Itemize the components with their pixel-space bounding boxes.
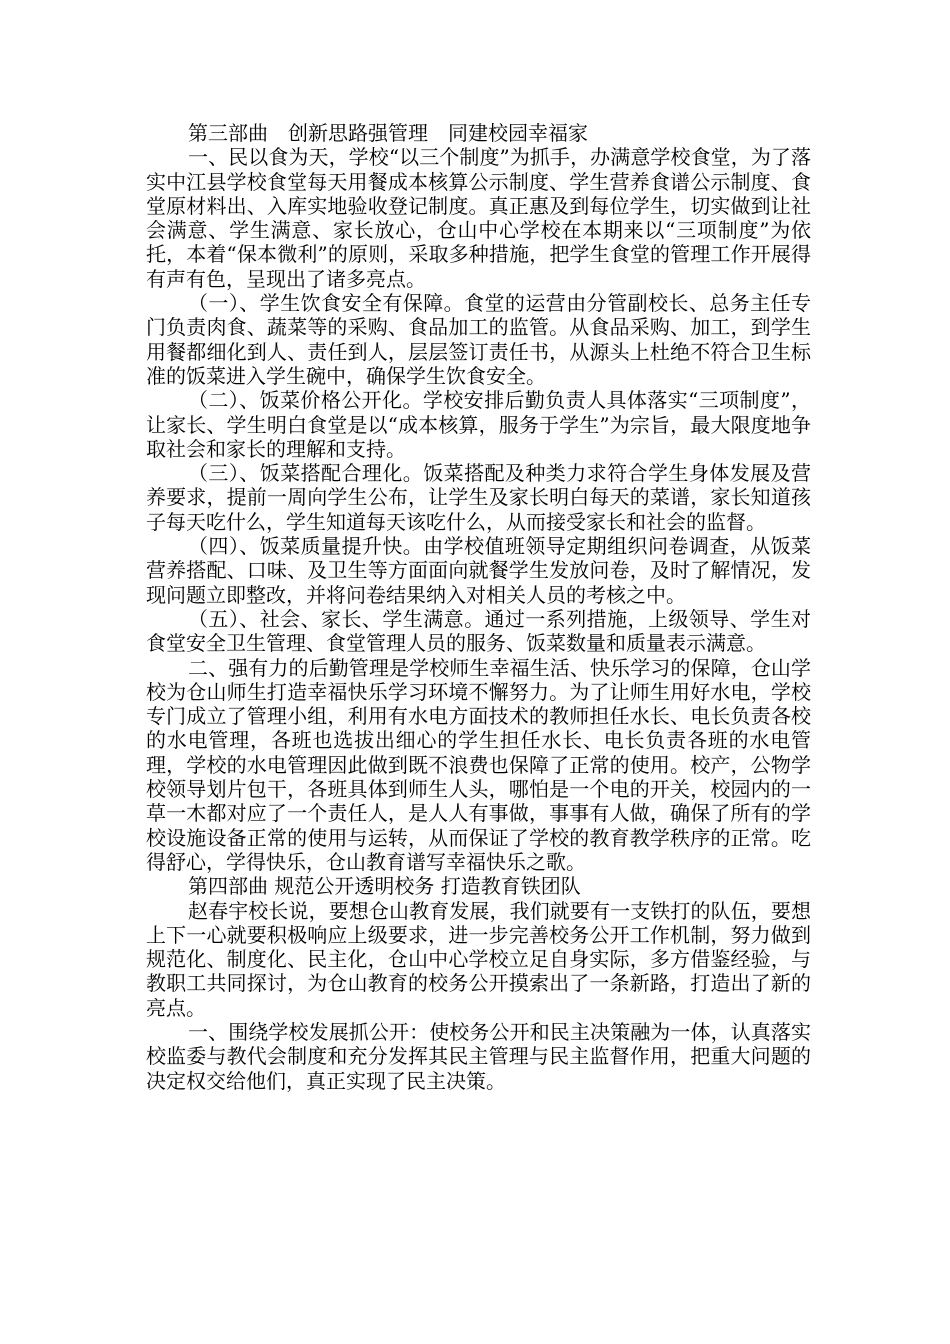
part3-paragraph-4: （三）、饭菜搭配合理化。饭菜搭配及种类力求符合学生身体发展及营养要求，提前一周向学生公布，让学生及家长明白每天的菜谱，家长知道孩子每天吃什么，学生知道每天该吃什么，从而接受家长和社会的监督。 bbox=[146, 461, 811, 534]
part3-paragraph-6: （五）、社会、家长、学生满意。通过一系列措施，上级领导、学生对食堂安全卫生管理、食堂管理人员的服务、饭菜数量和质量表示满意。 bbox=[146, 606, 811, 656]
document-page bbox=[146, 121, 811, 1093]
part3-paragraph-5: （四）、饭菜质量提升快。由学校值班领导定期组织问卷调查，从饭菜营养搭配、口味、及卫生等方面面向就餐学生发放问卷，及时了解情况，发现问题立即整改，并将问卷结果纳入对相关人员的考核之中。 bbox=[146, 534, 811, 607]
part4-paragraph-1: 赵春宇校长说，要想仓山教育发展，我们就要有一支铁打的队伍，要想上下一心就要积极响应上级要求，进一步完善校务公开工作机制，努力做到规范化、制度化、民主化，仓山中心学校立足自身实际，多方借鉴经验，与教职工共同探讨，为仓山教育的校务公开摸索出了一条新路，打造出了新的亮点。 bbox=[146, 898, 811, 1020]
part3-paragraph-2: （一）、学生饮食安全有保障。食堂的运营由分管副校长、总务主任专门负责肉食、蔬菜等的采购、食品加工的监管。从食品采购、加工，到学生用餐都细化到人、责任到人，层层签订责任书，从源头上杜绝不符合卫生标准的饭菜进入学生碗中，确保学生饮食安全。 bbox=[146, 291, 811, 388]
part4-paragraph-2: 一、围绕学校发展抓公开：使校务公开和民主决策融为一体，认真落实校监委与教代会制度和充分发挥其民主管理与民主监督作用，把重大问题的决定权交给他们，真正实现了民主决策。 bbox=[146, 1019, 811, 1093]
part3-heading: 第三部曲 创新思路强管理 同建校园幸福家 bbox=[188, 121, 588, 145]
part3-paragraph-3: （二）、饭菜价格公开化。学校安排后勤负责人具体落实“三项制度”，让家长、学生明白食堂是以“成本核算，服务于学生”为宗旨，最大限度地争取社会和家长的理解和支持。 bbox=[146, 388, 811, 461]
part3-paragraph-1: 一、民以食为天，学校“以三个制度”为抓手，办满意学校食堂，为了落实中江县学校食堂每天用餐成本核算公示制度、学生营养食谱公示制度、食堂原材料出、入库实地验收登记制度。真正惠及到每位学生，切实做到让社会满意、学生满意、家长放心，仓山中心学校在本期来以“三项制度”为依托，本着“保本微利”的原则，采取多种措施，把学生食堂的管理工作开展得有声有色，呈现出了诸多亮点。 bbox=[146, 145, 811, 291]
part3-paragraph-7: 二、强有力的后勤管理是学校师生幸福生活、快乐学习的保障，仓山学校为仓山师生打造幸福快乐学习环境不懈努力。为了让师生用好水电，学校专门成立了管理小组，利用有水电方面技术的教师担任水长、电长负责各校的水电管理，各班也选拔出细心的学生担任水长、电长负责各班的水电管理，学校的水电管理因此做到既不浪费也保障了正常的使用。校产，公物学校领导划片包干，各班具体到师生人头，哪怕是一个电的开关，校园内的一草一木都对应了一个责任人，是人人有事做，事事有人做，确保了所有的学校设施设备正常的使用与运转，从而保证了学校的教育教学秩序的正常。吃得舒心，学得快乐，仓山教育谱写幸福快乐之歌。 bbox=[146, 655, 811, 874]
part4-heading: 第四部曲 规范公开透明校务 打造教育铁团队 bbox=[188, 874, 581, 899]
